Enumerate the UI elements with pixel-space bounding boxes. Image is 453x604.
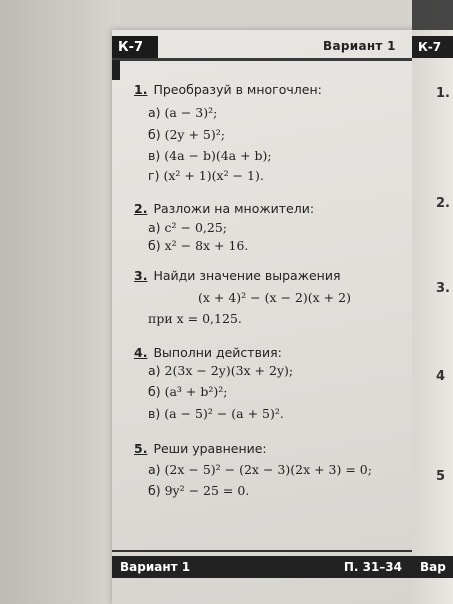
task-4-item-b: б) (a³ + b²)²; <box>148 384 228 399</box>
task-number: 2. <box>134 201 148 216</box>
footer-variant: Вариант 1 <box>120 560 191 574</box>
task-3-expression: (x + 4)² − (x − 2)(x + 2) <box>198 290 351 305</box>
task-4-heading <box>134 345 282 360</box>
task-number: 3. <box>134 268 148 283</box>
task-5-item-b: б) 9y² − 25 = 0. <box>148 483 250 498</box>
task-5-item-a: а) (2x − 5)² − (2x − 3)(2x + 3) = 0; <box>148 462 372 477</box>
adjacent-task-number: 4 <box>436 369 446 384</box>
adjacent-page-top-band <box>412 0 453 30</box>
task-5-heading <box>134 441 267 456</box>
task-title: Выполни действия: <box>153 345 282 360</box>
task-title: Найди значение выражения <box>153 268 341 283</box>
background-left <box>0 0 120 604</box>
adjacent-page-code: К-7 <box>412 36 453 58</box>
task-title: Реши уравнение: <box>153 441 267 456</box>
page-footer <box>112 556 412 578</box>
task-3-condition: при x = 0,125. <box>148 311 242 326</box>
task-1-item-c: в) (4a − b)(4a + b); <box>148 148 272 163</box>
task-2-item-b: б) x² − 8x + 16. <box>148 238 249 253</box>
task-1-item-b: б) (2y + 5)²; <box>148 127 225 142</box>
task-2-heading <box>134 201 314 216</box>
task-number: 4. <box>134 345 148 360</box>
task-1-item-d: г) (x² + 1)(x² − 1). <box>148 168 264 183</box>
variant-title: Вариант 1 <box>323 39 396 53</box>
task-3-heading <box>134 268 341 283</box>
header-rule <box>112 58 412 61</box>
test-code-label: К-7 <box>112 36 158 60</box>
task-1-heading <box>134 82 322 97</box>
task-4-item-a: а) 2(3x − 2y)(3x + 2y); <box>148 363 294 378</box>
task-number: 5. <box>134 441 148 456</box>
footer-pages: П. 31–34 <box>343 560 402 574</box>
task-2-item-a: а) c² − 0,25; <box>148 220 228 235</box>
task-4-item-c: в) (a − 5)² − (a + 5)². <box>148 406 284 421</box>
footer-rule <box>112 550 412 552</box>
adjacent-task-number: 5 <box>436 469 446 484</box>
header-side-bar <box>112 60 120 80</box>
adjacent-task-number: 1. <box>436 86 450 101</box>
adjacent-task-number: 3. <box>436 281 450 296</box>
task-title: Преобразуй в многочлен: <box>153 82 322 97</box>
task-number: 1. <box>134 82 148 97</box>
task-title: Разложи на множители: <box>153 201 315 216</box>
adjacent-page-footer: Вар <box>412 556 453 578</box>
adjacent-task-number: 2. <box>436 196 450 211</box>
task-1-item-a: а) (a − 3)²; <box>148 105 218 120</box>
